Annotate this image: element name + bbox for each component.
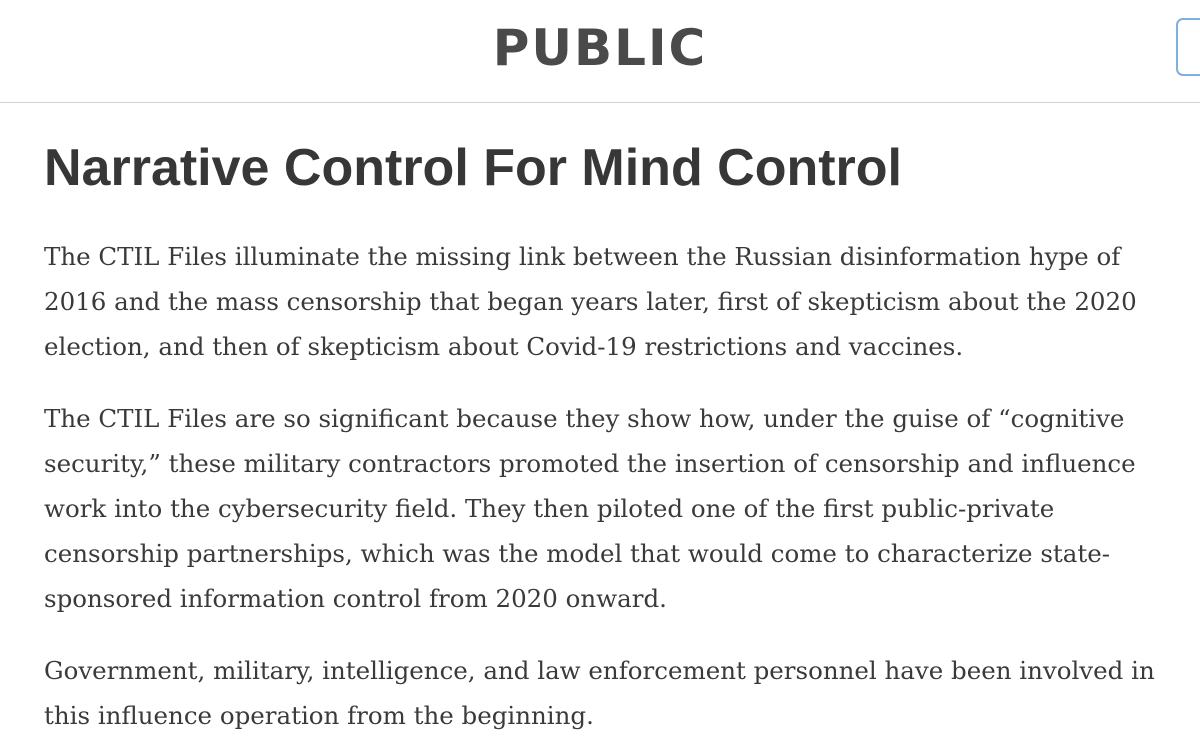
article-title: Narrative Control For Mind Control	[44, 139, 902, 197]
article-paragraph: The CTIL Files are so significant because they show how, under the guise of “cognitive security,” these military contractors promoted the insertion of censorship and influence work into the cybersecurity field. They then piloted one of the first public-private censorship partnerships, which was the model that would come to characterize state-sponsored information control from 2020 onward.	[44, 404, 1136, 613]
header-action-button[interactable]	[1176, 18, 1200, 76]
article-paragraph: The CTIL Files illuminate the missing link between the Russian disinformation hype of 2016 and the mass censorship that began years later, first of skepticism about the 2020 election, and then of skepticism about Covid-19 restrictions and vaccines.	[44, 242, 1137, 361]
article-paragraph: Government, military, intelligence, and law enforcement personnel have been involved in this influence operation from the beginning.	[44, 656, 1155, 730]
site-header	[0, 0, 1200, 103]
publication-logo[interactable]: PUBLIC	[492, 19, 708, 77]
